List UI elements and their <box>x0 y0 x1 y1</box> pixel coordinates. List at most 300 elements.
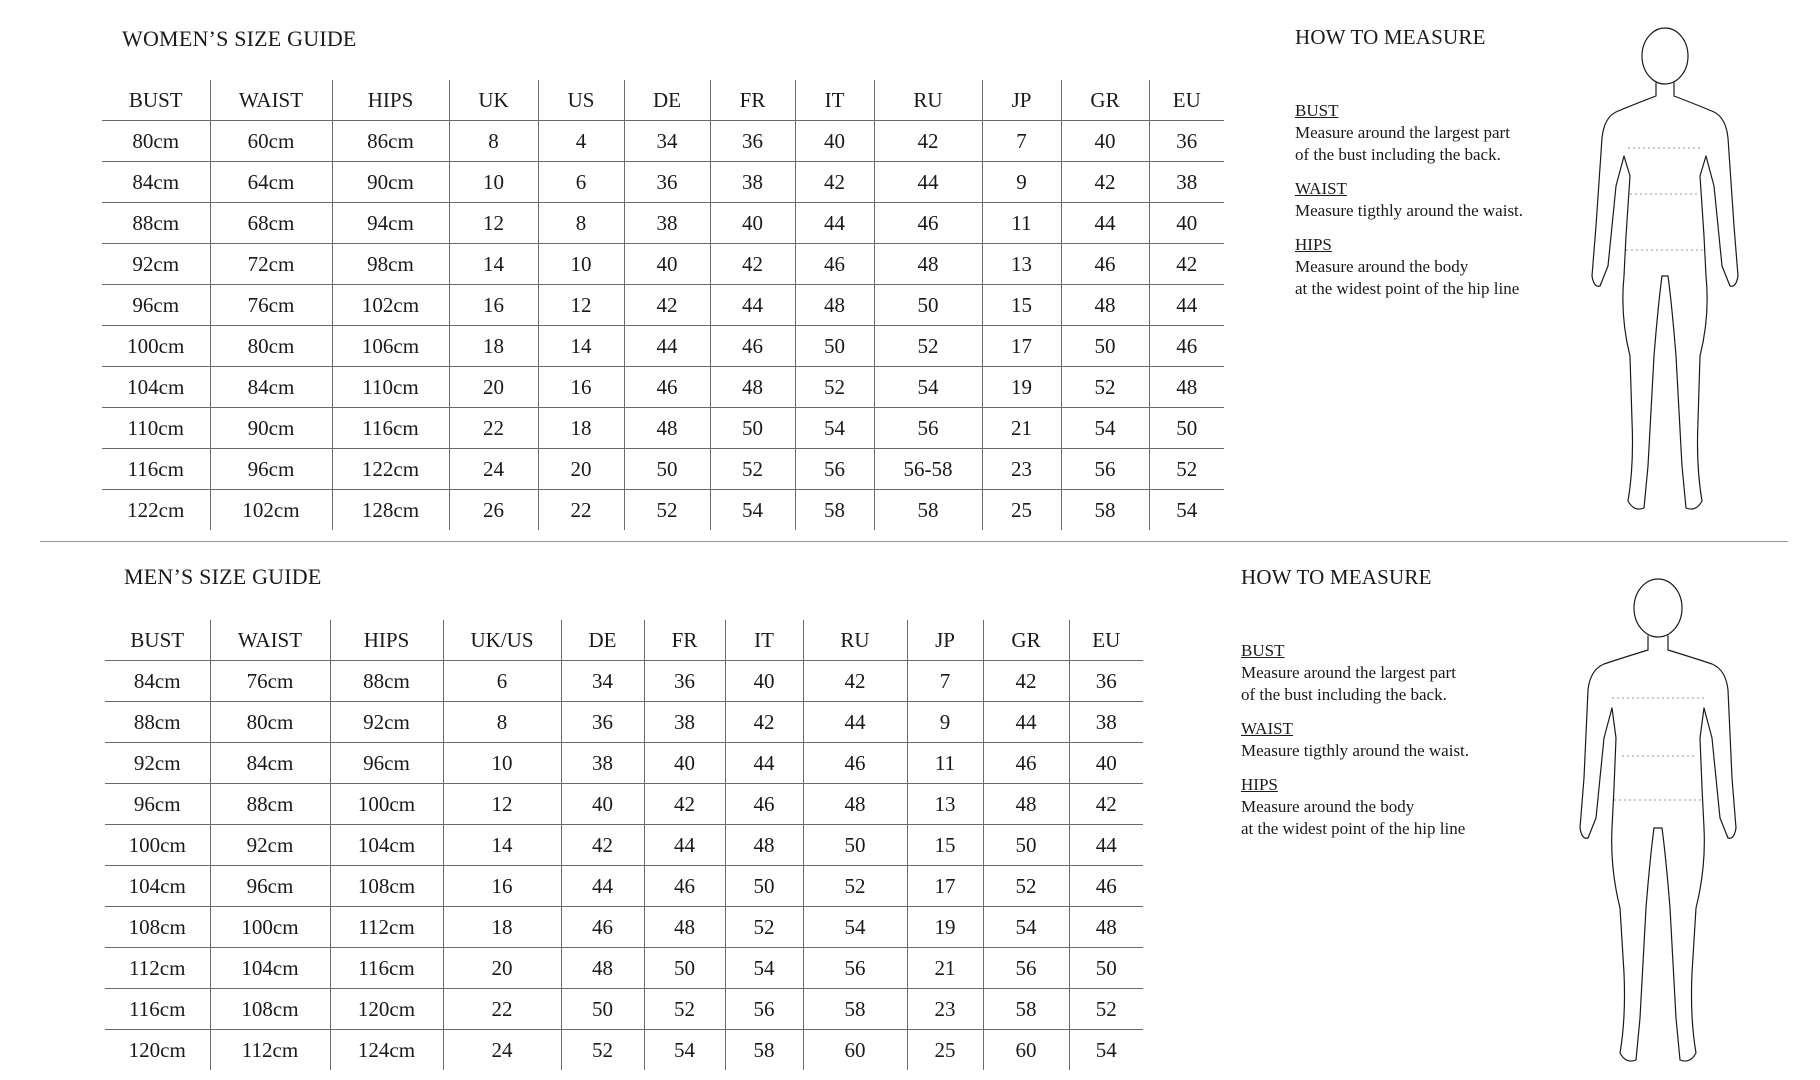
table-cell: 9 <box>907 702 983 743</box>
table-cell: 52 <box>561 1030 644 1071</box>
table-cell: 50 <box>874 285 982 326</box>
table-cell: 54 <box>803 907 907 948</box>
table-cell: 6 <box>443 661 561 702</box>
table-cell: 13 <box>982 244 1061 285</box>
table-cell: 58 <box>803 989 907 1030</box>
table-cell: 60 <box>803 1030 907 1071</box>
measure-hips <box>1241 774 1469 840</box>
women-header-waist: WAIST <box>210 80 332 121</box>
table-cell: 104cm <box>210 948 330 989</box>
measure-hips <box>1295 234 1523 300</box>
table-cell: 92cm <box>210 825 330 866</box>
table-cell: 34 <box>561 661 644 702</box>
table-cell: 68cm <box>210 203 332 244</box>
women-header-bust: BUST <box>128 87 183 112</box>
table-cell: 36 <box>644 661 725 702</box>
measure-term: BUST <box>1241 641 1285 660</box>
table-cell: 52 <box>803 866 907 907</box>
table-cell: 19 <box>907 907 983 948</box>
table-cell: 48 <box>624 408 710 449</box>
table-cell: 40 <box>644 743 725 784</box>
table-cell: 44 <box>1149 285 1224 326</box>
table-cell: 76cm <box>210 285 332 326</box>
table-cell: 60 <box>983 1030 1069 1071</box>
table-cell: 48 <box>561 948 644 989</box>
table-cell: 44 <box>561 866 644 907</box>
table-cell: 58 <box>1061 490 1149 531</box>
table-cell: 42 <box>1149 244 1224 285</box>
table-cell: 124cm <box>330 1030 443 1071</box>
table-cell: 54 <box>1149 490 1224 531</box>
table-cell: 120cm <box>330 989 443 1030</box>
measure-text: Measure tigthly around the waist. <box>1295 201 1524 220</box>
measure-text: of the bust including the back. <box>1295 145 1501 164</box>
table-cell: 4 <box>538 121 624 162</box>
table-cell: 84cm <box>210 367 332 408</box>
table-row <box>102 203 1224 244</box>
table-cell: 52 <box>1069 989 1143 1030</box>
measure-bust <box>1295 100 1523 166</box>
measure-waist <box>1241 718 1469 762</box>
table-cell: 36 <box>561 702 644 743</box>
table-cell: 54 <box>1061 408 1149 449</box>
table-cell: 40 <box>624 244 710 285</box>
measure-term: BUST <box>1295 101 1339 120</box>
table-row <box>105 1030 1143 1071</box>
table-cell: 36 <box>1149 121 1224 162</box>
measure-text: of the bust including the back. <box>1241 685 1447 704</box>
measure-term: WAIST <box>1295 179 1347 198</box>
table-cell: 52 <box>725 907 803 948</box>
table-cell: 44 <box>644 825 725 866</box>
table-cell: 56 <box>725 989 803 1030</box>
table-cell: 25 <box>907 1030 983 1071</box>
men-size-table <box>105 620 1143 1070</box>
table-cell: 46 <box>710 326 795 367</box>
table-cell: 36 <box>710 121 795 162</box>
table-cell: 7 <box>982 121 1061 162</box>
table-cell: 58 <box>874 490 982 531</box>
table-cell: 58 <box>725 1030 803 1071</box>
table-cell: 48 <box>795 285 874 326</box>
table-cell: 38 <box>710 162 795 203</box>
table-cell: 22 <box>538 490 624 531</box>
men-header-it: IT <box>725 620 803 661</box>
table-cell: 44 <box>795 203 874 244</box>
table-cell: 52 <box>983 866 1069 907</box>
women-header-ru: RU <box>874 80 982 121</box>
table-cell: 9 <box>982 162 1061 203</box>
table-cell: 122cm <box>332 449 449 490</box>
table-cell: 42 <box>874 121 982 162</box>
table-cell: 46 <box>1069 866 1143 907</box>
table-row <box>105 743 1143 784</box>
table-row <box>102 162 1224 203</box>
table-row <box>102 326 1224 367</box>
table-cell: 25 <box>982 490 1061 531</box>
table-cell: 64cm <box>210 162 332 203</box>
table-cell: 52 <box>624 490 710 531</box>
table-cell: 92cm <box>330 702 443 743</box>
men-header-uk-us: UK/US <box>443 620 561 661</box>
measure-term: HIPS <box>1241 775 1278 794</box>
table-cell: 38 <box>561 743 644 784</box>
table-cell: 112cm <box>105 948 210 989</box>
table-cell: 102cm <box>332 285 449 326</box>
table-cell: 48 <box>1061 285 1149 326</box>
table-cell: 44 <box>710 285 795 326</box>
table-cell: 50 <box>624 449 710 490</box>
men-size-guide-title: MEN’S SIZE GUIDE <box>124 564 322 589</box>
table-cell: 50 <box>1061 326 1149 367</box>
table-cell: 84cm <box>105 661 210 702</box>
table-cell: 46 <box>803 743 907 784</box>
female-body-figure-icon <box>1590 26 1740 516</box>
table-cell: 44 <box>874 162 982 203</box>
measure-waist <box>1295 178 1523 222</box>
table-cell: 96cm <box>330 743 443 784</box>
table-cell: 40 <box>710 203 795 244</box>
table-cell: 18 <box>443 907 561 948</box>
table-cell: 50 <box>795 326 874 367</box>
table-cell: 22 <box>449 408 538 449</box>
table-cell: 40 <box>561 784 644 825</box>
men-header-hips: HIPS <box>330 620 443 661</box>
table-cell: 54 <box>983 907 1069 948</box>
table-cell: 52 <box>644 989 725 1030</box>
table-cell: 108cm <box>105 907 210 948</box>
women-header-uk: UK <box>449 80 538 121</box>
table-cell: 44 <box>803 702 907 743</box>
table-cell: 42 <box>983 661 1069 702</box>
table-cell: 8 <box>538 203 624 244</box>
table-cell: 46 <box>1061 244 1149 285</box>
table-cell: 54 <box>725 948 803 989</box>
table-cell: 42 <box>1069 784 1143 825</box>
table-cell: 116cm <box>105 989 210 1030</box>
measure-text: Measure around the largest part <box>1295 123 1510 142</box>
table-cell: 50 <box>983 825 1069 866</box>
men-section <box>0 542 1820 1080</box>
table-row <box>105 907 1143 948</box>
table-cell: 56 <box>1061 449 1149 490</box>
men-header-bust: BUST <box>130 627 185 652</box>
table-cell: 58 <box>983 989 1069 1030</box>
table-cell: 46 <box>644 866 725 907</box>
table-cell: 88cm <box>210 784 330 825</box>
table-cell: 116cm <box>330 948 443 989</box>
table-cell: 112cm <box>210 1030 330 1071</box>
women-header-it: IT <box>795 80 874 121</box>
table-cell: 52 <box>874 326 982 367</box>
table-cell: 48 <box>644 907 725 948</box>
table-cell: 38 <box>1069 702 1143 743</box>
table-cell: 110cm <box>102 408 210 449</box>
table-cell: 96cm <box>210 449 332 490</box>
table-cell: 120cm <box>105 1030 210 1071</box>
table-cell: 94cm <box>332 203 449 244</box>
men-header-jp: JP <box>907 620 983 661</box>
how-to-measure-title: HOW TO MEASURE <box>1295 25 1486 49</box>
men-table-header <box>105 620 1143 661</box>
table-cell: 10 <box>443 743 561 784</box>
table-cell: 18 <box>449 326 538 367</box>
table-cell: 100cm <box>105 825 210 866</box>
table-row <box>105 784 1143 825</box>
table-cell: 48 <box>725 825 803 866</box>
table-cell: 40 <box>795 121 874 162</box>
table-cell: 38 <box>624 203 710 244</box>
table-cell: 54 <box>795 408 874 449</box>
women-header-de: DE <box>624 80 710 121</box>
table-cell: 108cm <box>210 989 330 1030</box>
table-cell: 22 <box>443 989 561 1030</box>
table-row <box>105 661 1143 702</box>
table-cell: 10 <box>538 244 624 285</box>
women-header-jp: JP <box>982 80 1061 121</box>
table-cell: 8 <box>443 702 561 743</box>
measure-term: WAIST <box>1241 719 1293 738</box>
table-cell: 38 <box>644 702 725 743</box>
table-cell: 50 <box>561 989 644 1030</box>
table-cell: 10 <box>449 162 538 203</box>
table-cell: 102cm <box>210 490 332 531</box>
men-header-gr: GR <box>983 620 1069 661</box>
table-cell: 11 <box>907 743 983 784</box>
table-cell: 80cm <box>102 121 210 162</box>
table-cell: 26 <box>449 490 538 531</box>
table-cell: 40 <box>725 661 803 702</box>
table-cell: 50 <box>644 948 725 989</box>
table-cell: 34 <box>624 121 710 162</box>
table-cell: 20 <box>443 948 561 989</box>
table-cell: 16 <box>449 285 538 326</box>
table-cell: 42 <box>710 244 795 285</box>
table-cell: 6 <box>538 162 624 203</box>
table-cell: 48 <box>710 367 795 408</box>
how-to-measure-title: HOW TO MEASURE <box>1241 565 1432 589</box>
table-cell: 44 <box>624 326 710 367</box>
table-cell: 60cm <box>210 121 332 162</box>
table-cell: 44 <box>725 743 803 784</box>
women-header-gr: GR <box>1061 80 1149 121</box>
table-cell: 56-58 <box>874 449 982 490</box>
table-cell: 48 <box>874 244 982 285</box>
men-table-body <box>105 661 1143 1071</box>
table-cell: 48 <box>1069 907 1143 948</box>
table-cell: 110cm <box>332 367 449 408</box>
table-row <box>102 449 1224 490</box>
table-cell: 24 <box>443 1030 561 1071</box>
table-cell: 92cm <box>105 743 210 784</box>
table-row <box>102 490 1224 531</box>
table-cell: 122cm <box>102 490 210 531</box>
table-row <box>102 244 1224 285</box>
table-cell: 44 <box>1069 825 1143 866</box>
table-cell: 8 <box>449 121 538 162</box>
table-cell: 13 <box>907 784 983 825</box>
women-table-body <box>102 121 1224 531</box>
table-cell: 88cm <box>102 203 210 244</box>
table-cell: 44 <box>1061 203 1149 244</box>
male-body-figure-icon <box>1578 578 1738 1068</box>
table-row <box>102 408 1224 449</box>
table-cell: 54 <box>710 490 795 531</box>
table-cell: 16 <box>443 866 561 907</box>
table-cell: 21 <box>907 948 983 989</box>
table-cell: 42 <box>795 162 874 203</box>
table-cell: 24 <box>449 449 538 490</box>
table-row <box>102 285 1224 326</box>
table-cell: 56 <box>874 408 982 449</box>
table-cell: 17 <box>982 326 1061 367</box>
table-cell: 50 <box>725 866 803 907</box>
table-cell: 50 <box>803 825 907 866</box>
men-header-eu: EU <box>1069 620 1143 661</box>
table-row <box>105 702 1143 743</box>
table-row <box>102 367 1224 408</box>
table-cell: 54 <box>874 367 982 408</box>
table-cell: 88cm <box>105 702 210 743</box>
table-cell: 100cm <box>102 326 210 367</box>
measure-bust <box>1241 640 1469 706</box>
table-cell: 80cm <box>210 326 332 367</box>
table-cell: 104cm <box>330 825 443 866</box>
table-cell: 96cm <box>102 285 210 326</box>
table-row <box>102 121 1224 162</box>
table-cell: 104cm <box>105 866 210 907</box>
table-cell: 46 <box>561 907 644 948</box>
table-cell: 96cm <box>105 784 210 825</box>
table-cell: 48 <box>1149 367 1224 408</box>
table-cell: 88cm <box>330 661 443 702</box>
table-cell: 14 <box>443 825 561 866</box>
table-cell: 46 <box>1149 326 1224 367</box>
table-cell: 36 <box>624 162 710 203</box>
table-cell: 42 <box>624 285 710 326</box>
table-cell: 48 <box>983 784 1069 825</box>
table-cell: 23 <box>907 989 983 1030</box>
table-cell: 128cm <box>332 490 449 531</box>
table-cell: 20 <box>538 449 624 490</box>
women-header-fr: FR <box>710 80 795 121</box>
table-cell: 50 <box>1149 408 1224 449</box>
table-cell: 106cm <box>332 326 449 367</box>
table-cell: 54 <box>644 1030 725 1071</box>
table-cell: 100cm <box>210 907 330 948</box>
table-cell: 104cm <box>102 367 210 408</box>
table-cell: 12 <box>443 784 561 825</box>
table-cell: 42 <box>803 661 907 702</box>
table-row <box>105 948 1143 989</box>
measure-text: Measure tigthly around the waist. <box>1241 741 1470 760</box>
measure-text: Measure around the body <box>1295 257 1469 276</box>
table-cell: 46 <box>983 743 1069 784</box>
table-cell: 98cm <box>332 244 449 285</box>
women-header-us: US <box>538 80 624 121</box>
table-cell: 76cm <box>210 661 330 702</box>
table-cell: 12 <box>449 203 538 244</box>
table-cell: 15 <box>982 285 1061 326</box>
table-cell: 14 <box>449 244 538 285</box>
women-size-guide-title: WOMEN’S SIZE GUIDE <box>122 26 357 51</box>
men-header-waist: WAIST <box>210 620 330 661</box>
table-cell: 48 <box>803 784 907 825</box>
table-cell: 42 <box>725 702 803 743</box>
table-cell: 18 <box>538 408 624 449</box>
table-cell: 23 <box>982 449 1061 490</box>
women-header-hips: HIPS <box>332 80 449 121</box>
measure-text: at the widest point of the hip line <box>1295 279 1520 298</box>
table-cell: 44 <box>983 702 1069 743</box>
table-cell: 46 <box>725 784 803 825</box>
table-cell: 116cm <box>102 449 210 490</box>
men-header-ru: RU <box>803 620 907 661</box>
table-cell: 90cm <box>210 408 332 449</box>
table-cell: 116cm <box>332 408 449 449</box>
table-cell: 96cm <box>210 866 330 907</box>
table-cell: 90cm <box>332 162 449 203</box>
table-cell: 40 <box>1061 121 1149 162</box>
table-cell: 52 <box>710 449 795 490</box>
table-row <box>105 825 1143 866</box>
table-cell: 15 <box>907 825 983 866</box>
table-row <box>105 866 1143 907</box>
table-cell: 46 <box>624 367 710 408</box>
table-cell: 11 <box>982 203 1061 244</box>
table-cell: 46 <box>795 244 874 285</box>
men-how-to-measure <box>1241 566 1469 852</box>
table-cell: 16 <box>538 367 624 408</box>
table-cell: 40 <box>1069 743 1143 784</box>
table-cell: 52 <box>795 367 874 408</box>
table-cell: 50 <box>710 408 795 449</box>
table-cell: 19 <box>982 367 1061 408</box>
women-table-header <box>102 80 1224 121</box>
women-header-eu: EU <box>1149 80 1224 121</box>
table-cell: 72cm <box>210 244 332 285</box>
table-cell: 52 <box>1149 449 1224 490</box>
table-cell: 17 <box>907 866 983 907</box>
table-cell: 42 <box>1061 162 1149 203</box>
measure-text: Measure around the largest part <box>1241 663 1456 682</box>
table-cell: 12 <box>538 285 624 326</box>
table-row <box>105 989 1143 1030</box>
men-header-de: DE <box>561 620 644 661</box>
table-cell: 50 <box>1069 948 1143 989</box>
women-how-to-measure <box>1295 26 1523 312</box>
table-cell: 20 <box>449 367 538 408</box>
table-cell: 38 <box>1149 162 1224 203</box>
table-cell: 80cm <box>210 702 330 743</box>
table-cell: 40 <box>1149 203 1224 244</box>
measure-term: HIPS <box>1295 235 1332 254</box>
measure-text: Measure around the body <box>1241 797 1415 816</box>
table-cell: 86cm <box>332 121 449 162</box>
table-cell: 7 <box>907 661 983 702</box>
table-cell: 42 <box>644 784 725 825</box>
table-cell: 36 <box>1069 661 1143 702</box>
table-cell: 58 <box>795 490 874 531</box>
table-cell: 42 <box>561 825 644 866</box>
table-cell: 84cm <box>210 743 330 784</box>
table-cell: 100cm <box>330 784 443 825</box>
table-cell: 46 <box>874 203 982 244</box>
table-cell: 14 <box>538 326 624 367</box>
men-header-fr: FR <box>644 620 725 661</box>
table-cell: 21 <box>982 408 1061 449</box>
table-cell: 108cm <box>330 866 443 907</box>
